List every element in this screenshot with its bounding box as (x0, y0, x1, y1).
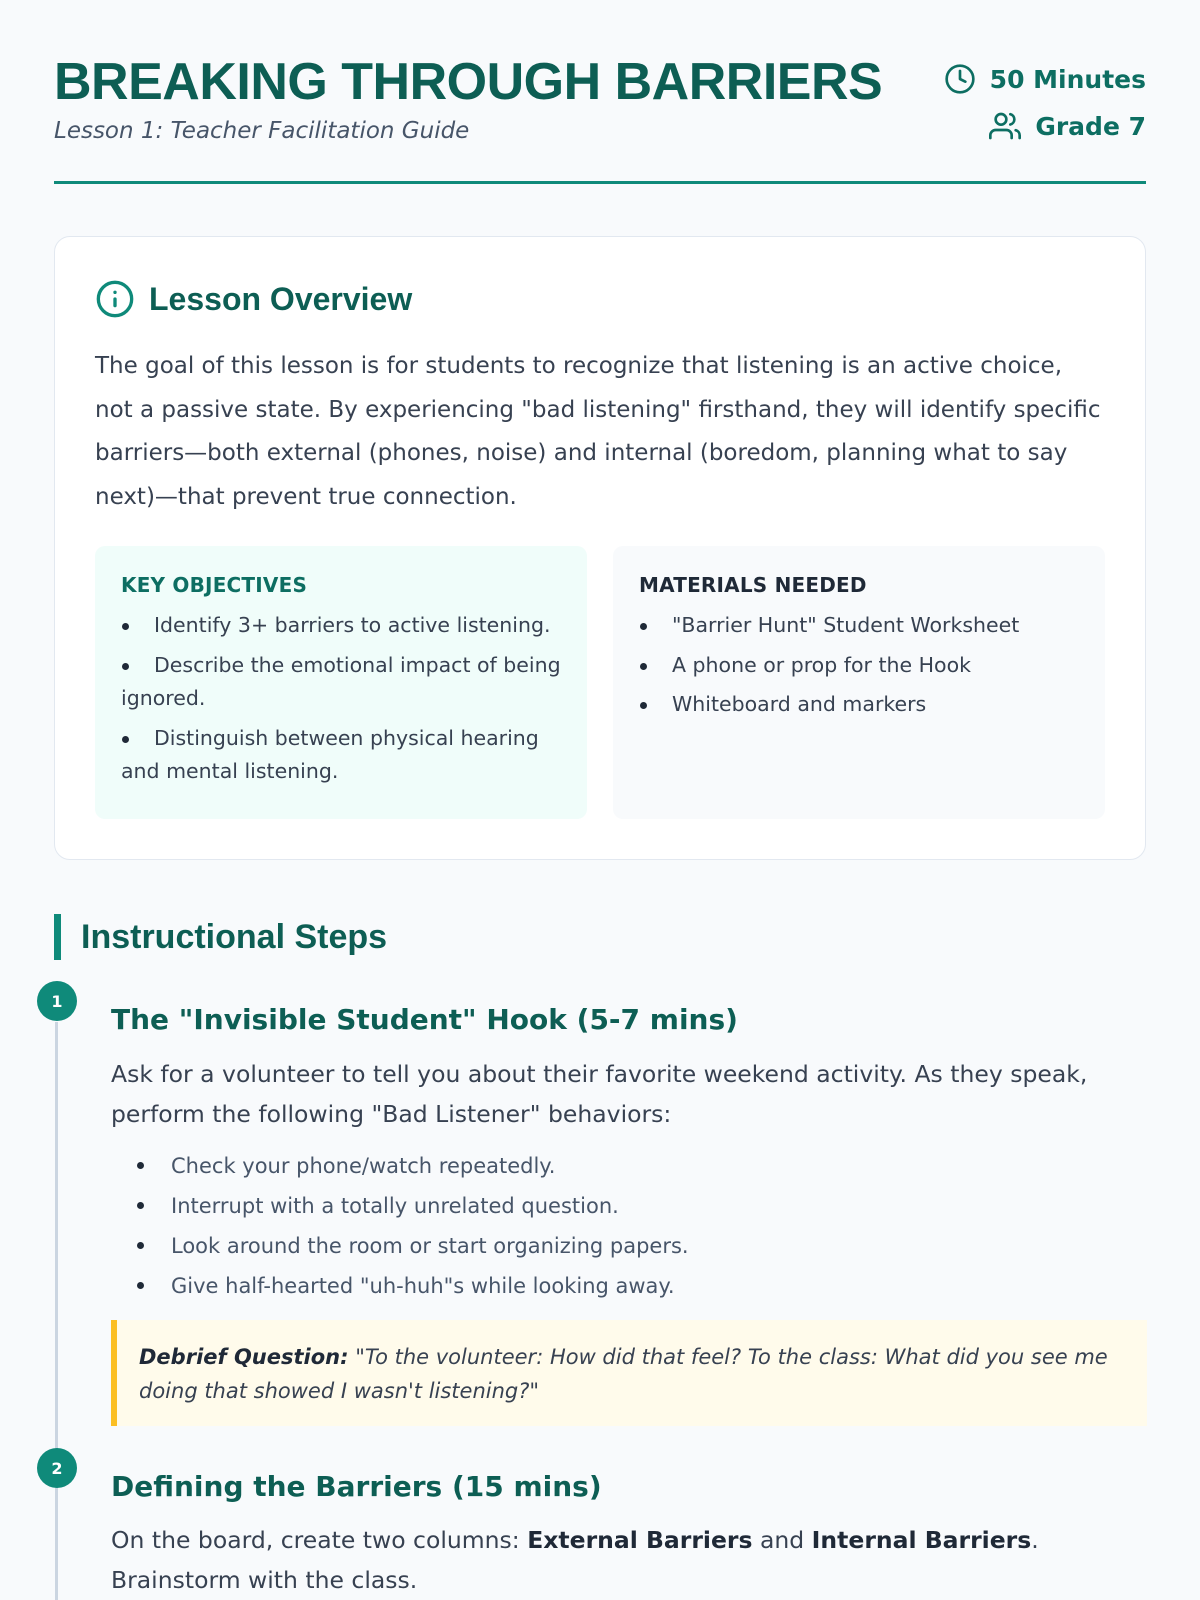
material-item: "Barrier Hunt" Student Worksheet (639, 609, 1079, 643)
step-intro: Ask for a volunteer to tell you about their favorite weekend activity. As they speak, perform the following "Bad Listener" behaviors: (111, 1060, 1088, 1128)
page-header (54, 0, 1146, 184)
instructional-steps-heading (54, 914, 387, 960)
step-title: The "Invisible Student" Hook (5-7 mins) (111, 1003, 738, 1036)
step-number-badge: 2 (37, 1448, 77, 1488)
materials-title: MATERIALS NEEDED (639, 573, 867, 597)
overview-text: The goal of this lesson is for students to recognize that listening is an active choice, not a passive state. By experiencing "bad listening" firsthand, they will identify specific barriers—both external (phones, noise) and internal (boredom, planning what to say next)—that prevent true connection. (95, 353, 1101, 510)
overview-heading (95, 275, 1105, 323)
grade-info (944, 109, 1146, 143)
grade-label: Grade 7 (1035, 111, 1146, 141)
materials-list (639, 609, 1079, 722)
behavior-item: Interrupt with a totally unrelated question. (135, 1186, 689, 1226)
objectives-list (121, 609, 561, 789)
debrief-label: Debrief Question: (139, 1345, 349, 1369)
duration-info (944, 62, 1146, 96)
step-body-and: and (752, 1526, 812, 1554)
behavior-item: Look around the room or start organizing papers. (135, 1226, 689, 1266)
page-subtitle: Lesson 1: Teacher Facilitation Guide (54, 118, 470, 144)
behavior-item: Check your phone/watch repeatedly. (135, 1146, 689, 1186)
external-barriers-label: External Barriers (527, 1526, 753, 1554)
step-body-suffix: . Brainstorm with the class. (111, 1526, 1039, 1594)
duration-label: 50 Minutes (989, 64, 1146, 94)
step-body-prefix: On the board, create two columns: (111, 1526, 528, 1554)
debrief-callout (111, 1320, 1147, 1426)
clock-icon (944, 63, 976, 95)
objective-item: Distinguish between physical hearing and mental listening. (121, 722, 561, 789)
internal-barriers-label: Internal Barriers (811, 1526, 1032, 1554)
debrief-text: "To the volunteer: How did that feel? To the class: What did you see me doing that showed I wasn't listening?" (139, 1345, 1108, 1403)
lesson-meta (944, 62, 1146, 156)
materials-needed-box (613, 546, 1105, 819)
page-title: BREAKING THROUGH BARRIERS (54, 53, 883, 111)
objective-item: Describe the emotional impact of being ignored. (121, 649, 561, 716)
users-icon (989, 110, 1021, 142)
bad-listener-behaviors (135, 1146, 689, 1306)
lesson-overview-card (54, 236, 1146, 860)
section-title: Instructional Steps (81, 917, 388, 956)
step-number-badge: 1 (37, 981, 77, 1021)
step-body (111, 1520, 1151, 1600)
material-item: A phone or prop for the Hook (639, 649, 1079, 683)
step-title: Defining the Barriers (15 mins) (111, 1470, 602, 1503)
timeline-line (55, 1022, 58, 1600)
key-objectives-box (95, 546, 587, 819)
info-icon (95, 279, 135, 319)
objectives-title: KEY OBJECTIVES (121, 573, 308, 597)
overview-title: Lesson Overview (149, 280, 413, 317)
material-item: Whiteboard and markers (639, 688, 1079, 722)
objective-item: Identify 3+ barriers to active listening. (121, 609, 561, 643)
overview-boxes (95, 546, 1105, 819)
behavior-item: Give half-hearted "uh-huh"s while looking away. (135, 1266, 689, 1306)
